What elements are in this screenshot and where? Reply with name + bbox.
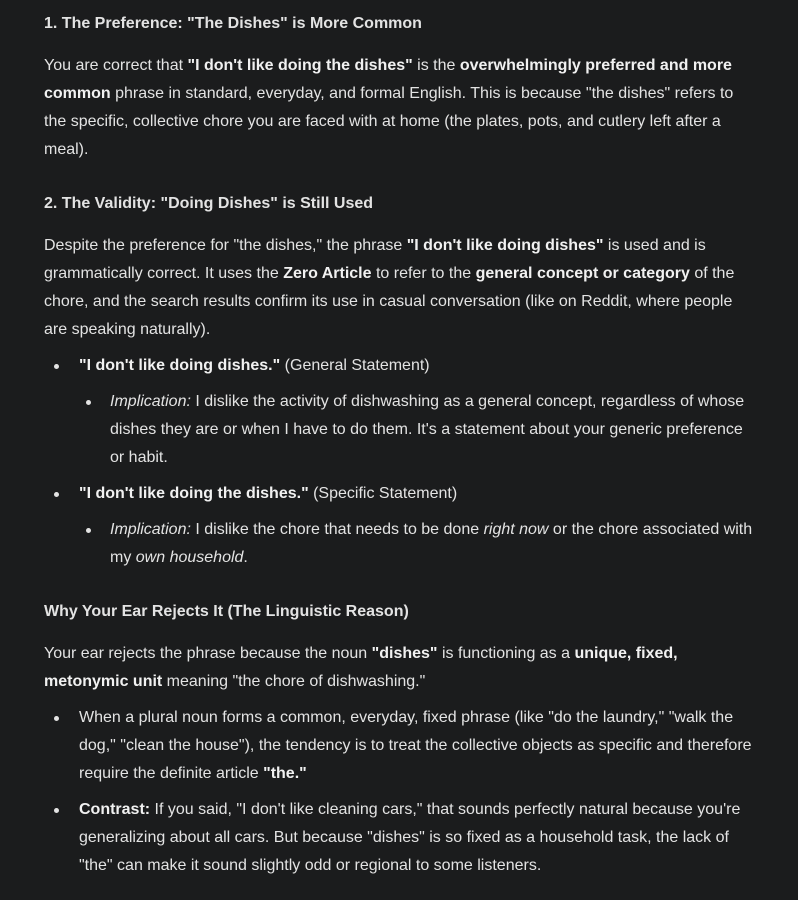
bold-text: "dishes" <box>371 645 438 662</box>
text: is functioning as a <box>437 645 575 662</box>
list-item <box>44 480 758 572</box>
italic-text: Implication: <box>110 393 191 410</box>
text: (General Statement) <box>280 357 430 374</box>
bold-text: "I don't like doing dishes" <box>406 237 604 254</box>
text: Your ear rejects the phrase because the noun <box>44 645 372 662</box>
bold-text: Zero Article <box>283 265 372 282</box>
bold-text: overwhelmingly preferred and more common <box>44 57 732 102</box>
paragraph-validity <box>44 232 758 344</box>
bold-text: "the." <box>263 765 307 782</box>
section-heading-preference: 1. The Preference: "The Dishes" is More Common <box>44 15 422 32</box>
text: to refer to the <box>371 265 476 282</box>
text: . <box>243 549 248 566</box>
text: phrase in standard, everyday, and formal English. This is because "the dishes" refers to the specific, collective chore you are faced with at home (the plates, pots, and cutlery left after a meal). <box>44 85 734 158</box>
bold-text: Contrast: <box>79 801 151 818</box>
italic-text: Implication: <box>110 521 191 538</box>
paragraph-preference <box>44 52 758 164</box>
bullet-list-reasons <box>44 704 758 880</box>
text: I dislike the activity of dishwashing as a general concept, regardless of whose dishes they are or when I have to do them. It's a statement about your generic preference or habit. <box>110 393 745 466</box>
sub-bullet-list <box>79 516 758 572</box>
text: meaning "the chore of dishwashing." <box>162 673 426 690</box>
text: is used and is grammatically correct. It uses the <box>44 237 706 282</box>
sub-list-item <box>79 388 758 472</box>
text: (Specific Statement) <box>308 485 458 502</box>
paragraph-linguistic-reason <box>44 640 758 696</box>
section-heading-validity: 2. The Validity: "Doing Dishes" is Still Used <box>44 195 374 212</box>
text: is the <box>412 57 460 74</box>
bold-text: "I don't like doing the dishes" <box>187 57 413 74</box>
italic-text: own household <box>135 549 244 566</box>
list-item <box>44 704 758 788</box>
bullet-list-statements <box>44 352 758 572</box>
text: Despite the preference for "the dishes," the phrase <box>44 237 407 254</box>
italic-text: right now <box>483 521 549 538</box>
bold-text: "I don't like doing the dishes." <box>79 485 309 502</box>
text: or the chore associated with my <box>110 521 753 566</box>
sub-bullet-list <box>79 388 758 472</box>
sub-list-item <box>79 516 758 572</box>
bold-text: general concept or category <box>475 265 690 282</box>
bold-text: "I don't like doing dishes." <box>79 357 281 374</box>
section-heading-linguistic-reason: Why Your Ear Rejects It (The Linguistic Reason) <box>44 603 409 620</box>
text: I dislike the chore that needs to be done <box>190 521 484 538</box>
list-item <box>44 796 758 880</box>
text: When a plural noun forms a common, everyday, fixed phrase (like "do the laundry," "walk the dog," "clean the house"), the tendency is to treat the collective objects as specific and therefore require the definite article <box>79 709 752 782</box>
text: If you said, "I don't like cleaning cars," that sounds perfectly natural because you're generalizing about all cars. But because "dishes" is so fixed as a household task, the lack of "the" can make it sound slightly odd or regional to some listeners. <box>79 801 741 874</box>
text: You are correct that <box>44 57 188 74</box>
text: of the chore, and the search results confirm its use in casual conversation (like on Reddit, where people are speaking naturally). <box>44 265 735 338</box>
bold-text: unique, fixed, metonymic unit <box>44 645 678 690</box>
list-item <box>44 352 758 472</box>
